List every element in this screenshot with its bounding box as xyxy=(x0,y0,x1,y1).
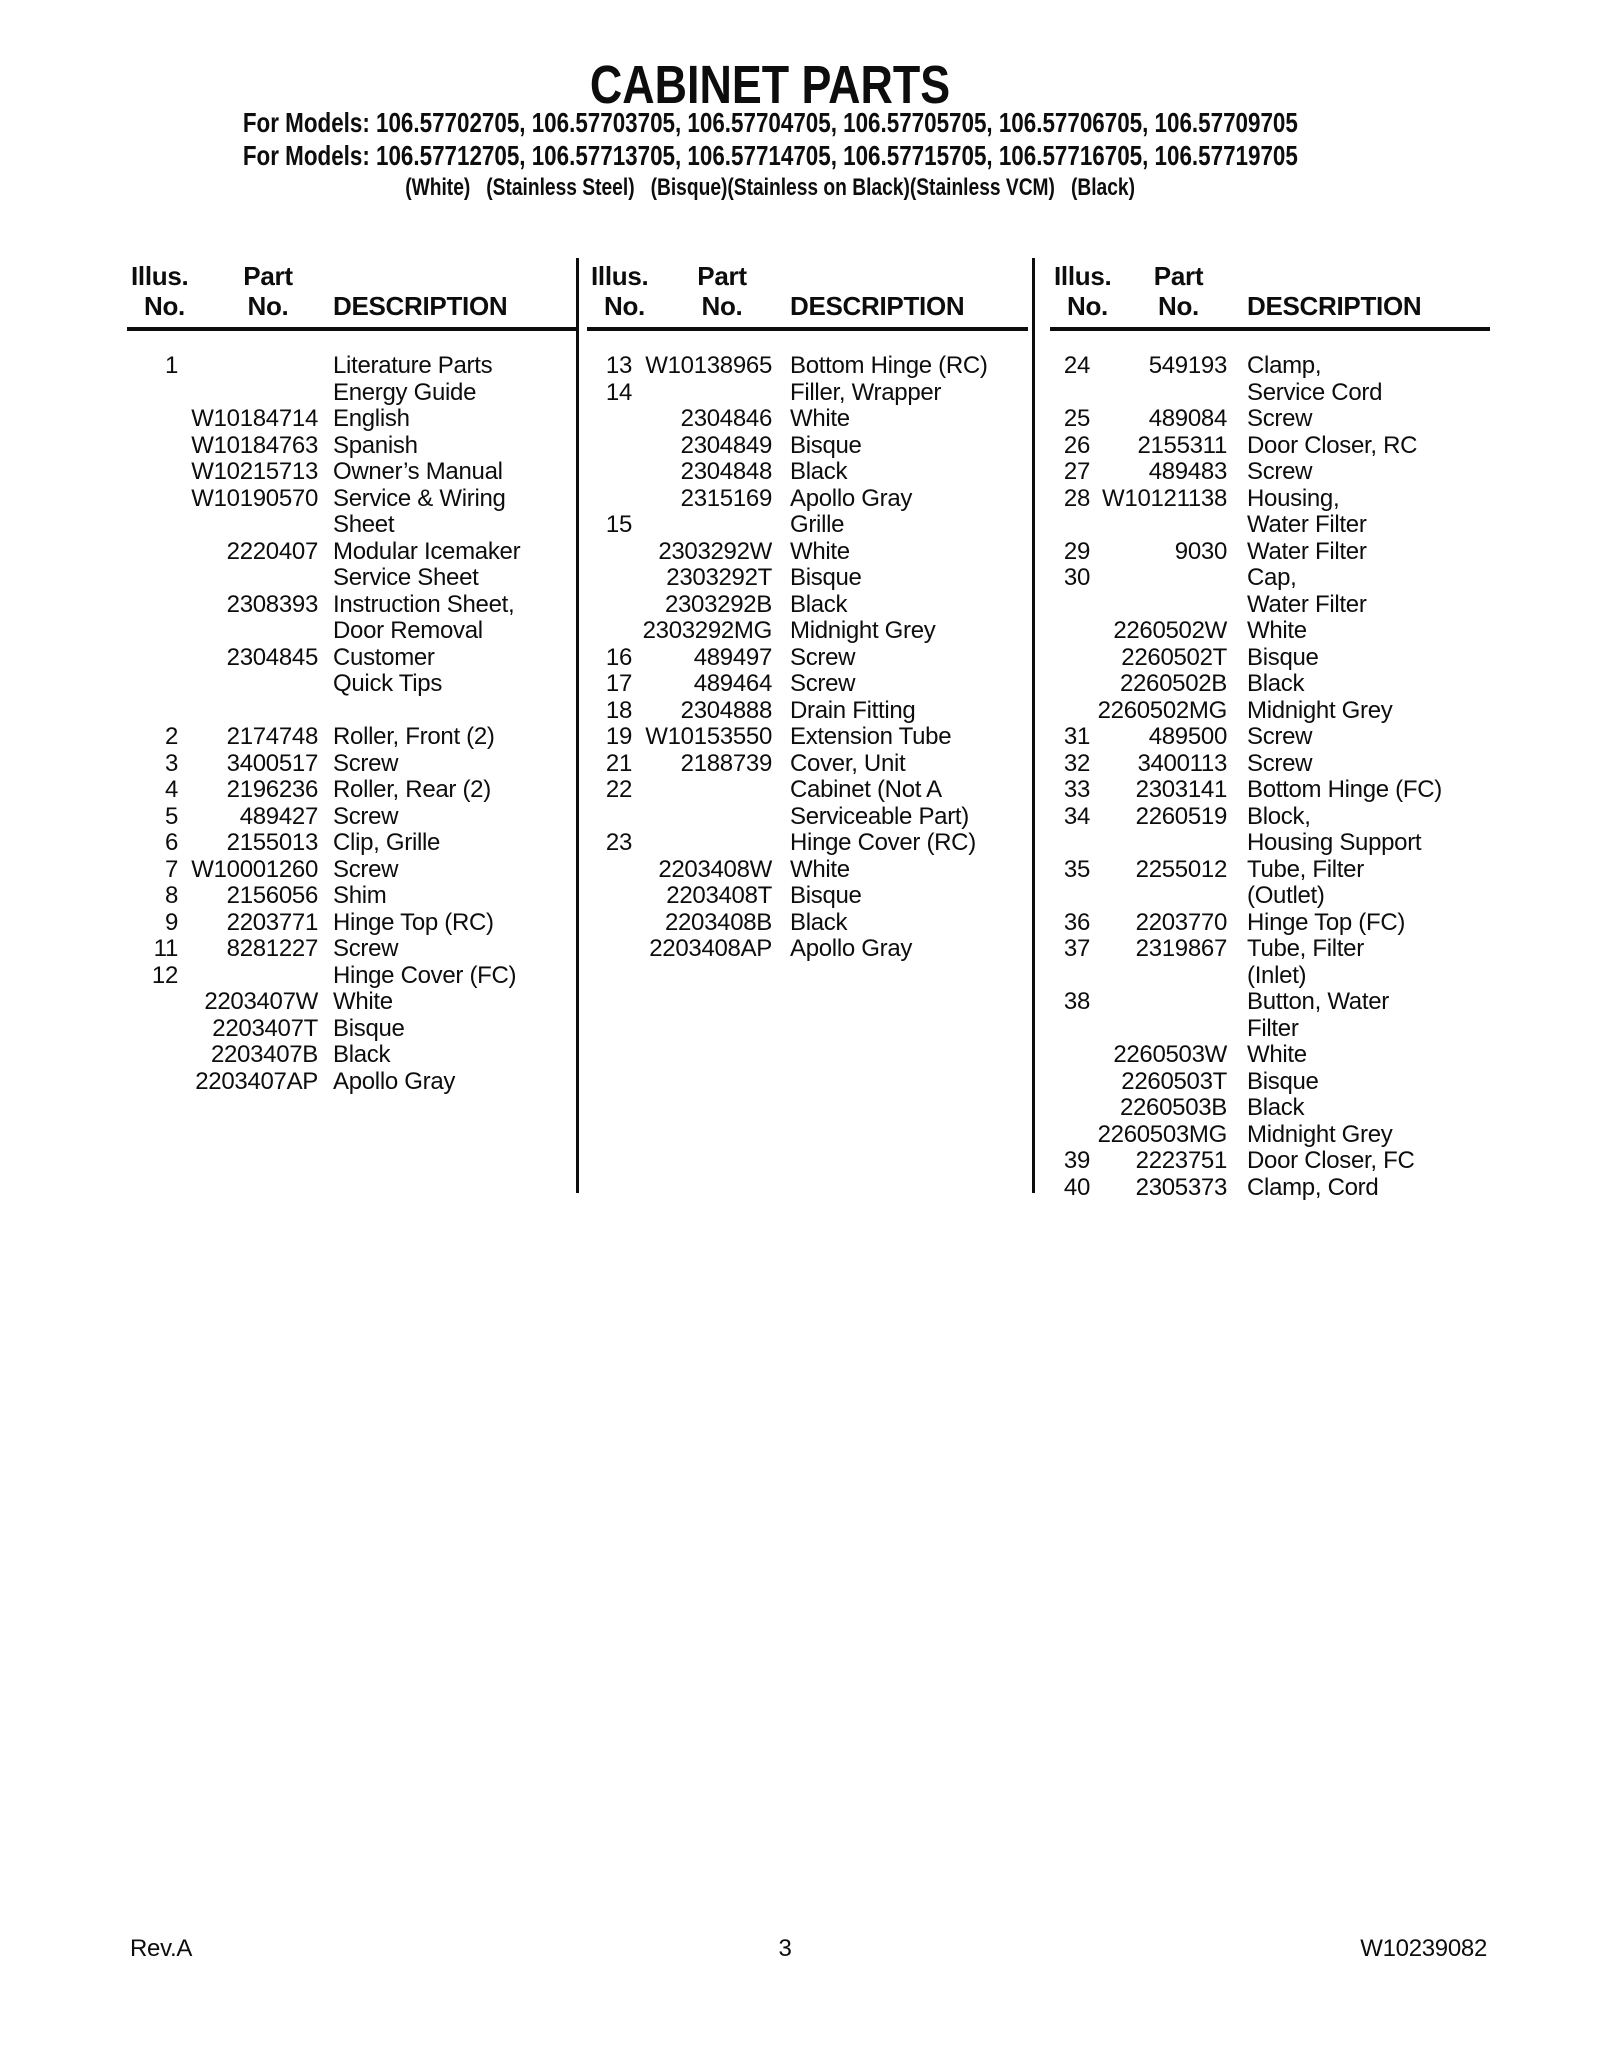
illus-no-header: Illus. No. xyxy=(1054,261,1112,321)
part-no-cell: 489483 xyxy=(1148,458,1227,485)
part-no-cell: 2260502T xyxy=(1121,643,1227,671)
part-no-cell: 489464 xyxy=(693,670,772,697)
description-cell: Owner’s Manual xyxy=(333,458,503,485)
table-row xyxy=(127,644,576,671)
description-cell: Midnight Grey xyxy=(790,617,936,644)
table-row xyxy=(587,538,1028,565)
table-row xyxy=(127,962,576,989)
description-cell: Clip, Grille xyxy=(333,829,441,856)
part-no-cell: 2156056 xyxy=(226,882,318,909)
part-no-cell: 2304849 xyxy=(680,431,772,459)
description-cell: Screw xyxy=(333,855,399,883)
table-row xyxy=(587,723,1028,750)
illus-no-cell: 28 xyxy=(1063,484,1090,512)
description-cell: (Inlet) xyxy=(1247,961,1307,989)
description-cell: White xyxy=(1247,1041,1307,1068)
table-row xyxy=(127,829,576,856)
description-cell: Screw xyxy=(333,749,399,777)
description-cell: Drain Fitting xyxy=(790,696,916,724)
description-cell: Service & Wiring xyxy=(333,484,506,512)
table-row xyxy=(1050,1147,1490,1174)
table-row xyxy=(127,485,576,512)
illus-no-cell: 5 xyxy=(164,802,178,830)
part-no-cell: 2155013 xyxy=(226,829,318,856)
table-row xyxy=(1050,538,1490,565)
description-cell: White xyxy=(790,855,850,883)
illus-no-cell: 29 xyxy=(1063,537,1090,565)
table-row xyxy=(1050,750,1490,777)
table-row xyxy=(127,617,576,644)
table-row xyxy=(587,803,1028,830)
table-row xyxy=(1050,644,1490,671)
table-row xyxy=(127,1015,576,1042)
parts-column-1 xyxy=(127,352,576,1094)
description-cell: Tube, Filter xyxy=(1247,935,1364,962)
illus-no-cell: 24 xyxy=(1063,352,1090,379)
table-row xyxy=(1050,617,1490,644)
part-no-cell: 2155311 xyxy=(1137,431,1227,459)
description-cell: Grille xyxy=(790,511,845,538)
illus-no-cell: 3 xyxy=(164,749,178,777)
table-row xyxy=(587,405,1028,432)
part-no-cell: 2260502MG xyxy=(1097,696,1227,724)
description-cell: Black xyxy=(333,1041,391,1068)
illus-no-cell: 2 xyxy=(164,723,178,750)
table-row xyxy=(587,458,1028,485)
description-cell: Water Filter xyxy=(1247,537,1367,565)
part-no-cell: 2203407AP xyxy=(195,1067,318,1095)
table-row xyxy=(587,776,1028,803)
table-row xyxy=(1050,458,1490,485)
part-no-cell: 2260519 xyxy=(1135,802,1227,830)
part-no-cell: 2303292T xyxy=(666,564,772,591)
table-row xyxy=(587,829,1028,856)
description-cell: Extension Tube xyxy=(790,723,952,750)
description-cell: Black xyxy=(790,590,848,618)
part-no-cell: 549193 xyxy=(1148,352,1227,379)
description-cell: (Outlet) xyxy=(1247,882,1325,909)
table-row xyxy=(1050,352,1490,379)
part-no-cell: 489497 xyxy=(693,643,772,671)
table-row xyxy=(1050,935,1490,962)
part-no-cell: 2255012 xyxy=(1135,855,1227,883)
illus-no-cell: 23 xyxy=(605,829,632,856)
description-cell: Serviceable Part) xyxy=(790,802,969,830)
column-divider xyxy=(1032,258,1035,1193)
illus-no-cell: 26 xyxy=(1063,431,1090,459)
part-no-cell: 2303292B xyxy=(664,590,772,618)
table-row xyxy=(1050,697,1490,724)
description-cell: Housing, xyxy=(1247,484,1340,512)
description-cell: Black xyxy=(1247,1094,1305,1121)
illus-no-cell: 15 xyxy=(605,511,632,538)
description-header: DESCRIPTION xyxy=(1247,291,1422,321)
part-no-cell: 2188739 xyxy=(680,749,772,777)
table-row xyxy=(1050,723,1490,750)
table-row xyxy=(127,803,576,830)
part-no-cell: W10190570 xyxy=(191,484,318,512)
illus-no-cell: 13 xyxy=(605,352,632,379)
description-cell: Screw xyxy=(1247,749,1313,777)
table-row xyxy=(1050,405,1490,432)
part-no-cell: 2304846 xyxy=(680,405,772,432)
part-no-cell: 2303292MG xyxy=(642,617,772,644)
description-cell: Tube, Filter xyxy=(1247,855,1364,883)
description-cell: Apollo Gray xyxy=(333,1067,456,1095)
illus-no-cell: 25 xyxy=(1063,405,1090,432)
illus-no-cell: 34 xyxy=(1063,802,1090,830)
models-line-1: For Models: 106.57702705, 106.57703705, 106.57704705, 106.57705705, 106.57706705, 106.57709705 xyxy=(242,107,1298,138)
table-row xyxy=(587,564,1028,591)
table-row xyxy=(1050,564,1490,591)
part-no-header: Part No. xyxy=(697,261,747,321)
part-no-cell: 2303292W xyxy=(658,537,772,565)
description-cell: Screw xyxy=(1247,723,1313,750)
table-row xyxy=(587,882,1028,909)
table-row xyxy=(127,856,576,883)
description-cell: Spanish xyxy=(333,431,418,459)
table-row xyxy=(127,909,576,936)
table-row xyxy=(1050,803,1490,830)
part-no-cell: 2203770 xyxy=(1135,908,1227,936)
table-row xyxy=(1050,1174,1490,1201)
parts-column-3 xyxy=(1050,352,1490,1200)
part-no-cell: 2305373 xyxy=(1135,1173,1227,1201)
illus-no-cell: 7 xyxy=(164,855,178,883)
part-no-cell: 2223751 xyxy=(1135,1147,1227,1174)
part-no-cell: 2203771 xyxy=(226,908,318,936)
part-no-cell: 2203408T xyxy=(666,882,772,909)
description-cell: Block, xyxy=(1247,802,1311,830)
illus-no-cell: 38 xyxy=(1063,988,1090,1015)
illus-no-cell: 12 xyxy=(151,961,178,989)
description-cell: Energy Guide xyxy=(333,378,477,406)
description-cell: Bisque xyxy=(1247,1067,1319,1095)
description-cell: Screw xyxy=(1247,458,1313,485)
table-row xyxy=(127,538,576,565)
illus-no-cell: 19 xyxy=(605,723,632,750)
table-row xyxy=(587,352,1028,379)
table-row xyxy=(127,882,576,909)
description-cell: Screw xyxy=(790,643,856,671)
description-cell: Bisque xyxy=(790,564,862,591)
description-header: DESCRIPTION xyxy=(333,291,508,321)
illus-no-cell: 37 xyxy=(1063,935,1090,962)
description-cell: Cover, Unit xyxy=(790,749,906,777)
description-cell: Hinge Cover (RC) xyxy=(790,829,976,856)
table-row xyxy=(1050,485,1490,512)
table-row xyxy=(127,432,576,459)
part-no-cell: W10121138 xyxy=(1102,484,1227,512)
part-no-cell: 2260503B xyxy=(1119,1094,1227,1121)
table-row xyxy=(587,856,1028,883)
description-cell: Bottom Hinge (FC) xyxy=(1247,776,1442,803)
description-cell: Apollo Gray xyxy=(790,935,913,962)
table-row xyxy=(127,564,576,591)
table-row xyxy=(1050,776,1490,803)
table-row xyxy=(127,723,576,750)
part-no-cell: 3400517 xyxy=(226,749,318,777)
table-row xyxy=(127,697,576,724)
description-cell: Screw xyxy=(333,802,399,830)
illus-no-cell: 22 xyxy=(605,776,632,803)
table-row xyxy=(587,617,1028,644)
table-row xyxy=(127,352,576,379)
part-no-cell: 2203407W xyxy=(204,988,318,1015)
part-no-cell: 2203408W xyxy=(658,855,772,883)
description-cell: Hinge Top (FC) xyxy=(1247,908,1406,936)
description-cell: Door Closer, RC xyxy=(1247,431,1418,459)
illus-no-cell: 16 xyxy=(605,643,632,671)
description-cell: White xyxy=(790,405,850,432)
description-cell: Door Removal xyxy=(333,617,483,644)
part-no-cell: 2315169 xyxy=(680,484,772,512)
table-row xyxy=(587,591,1028,618)
description-cell: Bisque xyxy=(333,1014,405,1042)
illus-no-cell: 27 xyxy=(1063,458,1090,485)
description-cell: Cap, xyxy=(1247,564,1297,591)
table-row xyxy=(1050,856,1490,883)
table-row xyxy=(1050,962,1490,989)
description-cell: Instruction Sheet, xyxy=(333,590,515,618)
table-row xyxy=(587,485,1028,512)
table-row xyxy=(127,591,576,618)
description-cell: Bisque xyxy=(790,882,862,909)
description-cell: Bisque xyxy=(790,431,862,459)
description-cell: Bottom Hinge (RC) xyxy=(790,352,988,379)
illus-no-cell: 6 xyxy=(164,829,178,856)
table-row xyxy=(587,697,1028,724)
description-cell: Screw xyxy=(1247,405,1313,432)
part-no-cell: 2260503MG xyxy=(1097,1120,1227,1148)
illus-no-cell: 9 xyxy=(164,908,178,936)
table-row xyxy=(127,1041,576,1068)
illus-no-cell: 33 xyxy=(1063,776,1090,803)
models-header xyxy=(0,107,1540,205)
description-cell: Roller, Front (2) xyxy=(333,723,495,750)
illus-no-cell: 18 xyxy=(605,696,632,724)
part-no-cell: 489084 xyxy=(1148,405,1227,432)
part-no-cell: 2308393 xyxy=(226,590,318,618)
table-row xyxy=(127,458,576,485)
description-cell: English xyxy=(333,405,410,432)
table-row xyxy=(1050,1041,1490,1068)
illus-no-cell: 4 xyxy=(164,776,178,803)
illus-no-cell: 40 xyxy=(1063,1173,1090,1201)
column-header-2 xyxy=(587,261,1028,331)
part-no-cell: W10138965 xyxy=(645,352,772,379)
part-no-cell: W10001260 xyxy=(191,855,318,883)
part-no-cell: 2203408B xyxy=(664,908,772,936)
part-no-cell: W10153550 xyxy=(645,723,772,750)
table-row xyxy=(1050,1121,1490,1148)
illus-no-cell: 21 xyxy=(605,749,632,777)
part-no-cell: 8281227 xyxy=(226,935,318,962)
description-cell: Black xyxy=(790,908,848,936)
table-row xyxy=(1050,379,1490,406)
table-row xyxy=(127,405,576,432)
illus-no-cell: 1 xyxy=(164,352,178,379)
footer-revision: Rev.A xyxy=(130,1935,193,1962)
table-row xyxy=(127,935,576,962)
description-cell: White xyxy=(1247,617,1307,644)
part-no-cell: 2304848 xyxy=(680,458,772,485)
illus-no-cell: 31 xyxy=(1063,723,1090,750)
column-divider xyxy=(576,258,579,1193)
description-cell: Hinge Cover (FC) xyxy=(333,961,517,989)
description-cell: Bisque xyxy=(1247,643,1319,671)
part-no-cell: W10184763 xyxy=(191,431,318,459)
table-row xyxy=(587,750,1028,777)
illus-no-cell: 8 xyxy=(164,882,178,909)
part-no-cell: 2260503T xyxy=(1121,1067,1227,1095)
part-no-header: Part No. xyxy=(243,261,293,321)
table-row xyxy=(127,750,576,777)
finishes-line: (White) (Stainless Steel) (Bisque)(Stainless on Black)(Stainless VCM) (Black) xyxy=(405,174,1135,201)
illus-no-header: Illus. No. xyxy=(131,261,189,321)
description-cell: Modular Icemaker xyxy=(333,537,521,565)
illus-no-cell: 36 xyxy=(1063,908,1090,936)
description-cell: Water Filter xyxy=(1247,590,1367,618)
description-cell: Midnight Grey xyxy=(1247,1120,1393,1148)
table-row xyxy=(127,511,576,538)
column-header-1 xyxy=(127,261,576,331)
part-no-cell: 2203407T xyxy=(212,1014,318,1042)
table-row xyxy=(587,670,1028,697)
part-no-cell: 2203408AP xyxy=(649,935,772,962)
table-row xyxy=(1050,1015,1490,1042)
footer-document-number: W10239082 xyxy=(1360,1935,1487,1962)
part-no-cell: 2260502W xyxy=(1113,617,1227,644)
table-row xyxy=(1050,909,1490,936)
description-cell: Apollo Gray xyxy=(790,484,913,512)
table-row xyxy=(587,511,1028,538)
part-no-cell: 2260503W xyxy=(1113,1041,1227,1068)
description-cell: Button, Water xyxy=(1247,988,1389,1015)
illus-no-cell: 39 xyxy=(1063,1147,1090,1174)
description-cell: Filter xyxy=(1247,1014,1299,1042)
table-row xyxy=(127,379,576,406)
description-cell: Literature Parts xyxy=(333,352,493,379)
table-row xyxy=(587,935,1028,962)
description-cell: Door Closer, FC xyxy=(1247,1147,1415,1174)
table-row xyxy=(1050,1068,1490,1095)
part-no-cell: W10184714 xyxy=(191,405,318,432)
description-cell: Customer xyxy=(333,643,435,671)
description-cell: Roller, Rear (2) xyxy=(333,776,491,803)
part-no-cell: 2319867 xyxy=(1135,935,1227,962)
description-cell: Black xyxy=(1247,670,1305,697)
table-row xyxy=(587,644,1028,671)
description-cell: Black xyxy=(790,458,848,485)
table-row xyxy=(587,909,1028,936)
column-header-3 xyxy=(1050,261,1490,331)
parts-column-2 xyxy=(587,352,1028,962)
description-cell: Clamp, xyxy=(1247,352,1322,379)
part-no-cell: 2196236 xyxy=(226,776,318,803)
illus-no-cell: 35 xyxy=(1063,855,1090,883)
table-row xyxy=(1050,432,1490,459)
description-cell: Service Cord xyxy=(1247,378,1383,406)
description-cell: Quick Tips xyxy=(333,670,443,697)
description-cell: White xyxy=(790,537,850,565)
description-cell: Hinge Top (RC) xyxy=(333,908,494,936)
description-cell: Shim xyxy=(333,882,387,909)
description-cell: Housing Support xyxy=(1247,829,1422,856)
part-no-cell: 2304888 xyxy=(680,696,772,724)
illus-no-cell: 11 xyxy=(153,935,178,962)
description-cell: Screw xyxy=(790,670,856,697)
models-line-2: For Models: 106.57712705, 106.57713705, 106.57714705, 106.57715705, 106.57716705, 106.57719705 xyxy=(242,139,1298,171)
illus-no-cell: 32 xyxy=(1063,749,1090,777)
table-row xyxy=(1050,591,1490,618)
description-cell: Filler, Wrapper xyxy=(790,378,942,406)
part-no-cell: 2303141 xyxy=(1135,776,1227,803)
table-row xyxy=(587,432,1028,459)
page-title: CABINET PARTS xyxy=(589,55,951,115)
table-row xyxy=(1050,670,1490,697)
part-no-cell: 2174748 xyxy=(226,723,318,750)
description-header: DESCRIPTION xyxy=(790,291,965,321)
illus-no-header: Illus. No. xyxy=(591,261,649,321)
table-row xyxy=(587,379,1028,406)
table-row xyxy=(127,988,576,1015)
description-cell: Sheet xyxy=(333,511,395,538)
description-cell: White xyxy=(333,988,393,1015)
footer-page-number: 3 xyxy=(778,1935,792,1962)
part-no-cell: 3400113 xyxy=(1137,749,1227,777)
table-row xyxy=(127,776,576,803)
description-cell: Service Sheet xyxy=(333,564,479,591)
part-no-cell: 2260502B xyxy=(1119,670,1227,697)
part-no-cell: 2203407B xyxy=(210,1041,318,1068)
description-cell: Cabinet (Not A xyxy=(790,776,942,803)
table-row xyxy=(1050,511,1490,538)
part-no-cell: W10215713 xyxy=(191,458,318,485)
table-row xyxy=(127,670,576,697)
description-cell: Water Filter xyxy=(1247,511,1367,538)
description-cell: Midnight Grey xyxy=(1247,696,1393,724)
illus-no-cell: 14 xyxy=(605,378,632,406)
part-no-header: Part No. xyxy=(1153,261,1204,321)
illus-no-cell: 17 xyxy=(605,670,632,697)
description-cell: Screw xyxy=(333,935,399,962)
part-no-cell: 2304845 xyxy=(226,643,318,671)
part-no-cell: 489500 xyxy=(1148,723,1227,750)
table-row xyxy=(1050,882,1490,909)
part-no-cell: 2220407 xyxy=(226,537,318,565)
table-row xyxy=(127,1068,576,1095)
description-cell: Clamp, Cord xyxy=(1247,1173,1379,1201)
table-row xyxy=(1050,988,1490,1015)
part-no-cell: 489427 xyxy=(239,802,318,830)
part-no-cell: 9030 xyxy=(1174,537,1227,565)
table-row xyxy=(1050,829,1490,856)
illus-no-cell: 30 xyxy=(1063,564,1090,591)
table-row xyxy=(1050,1094,1490,1121)
